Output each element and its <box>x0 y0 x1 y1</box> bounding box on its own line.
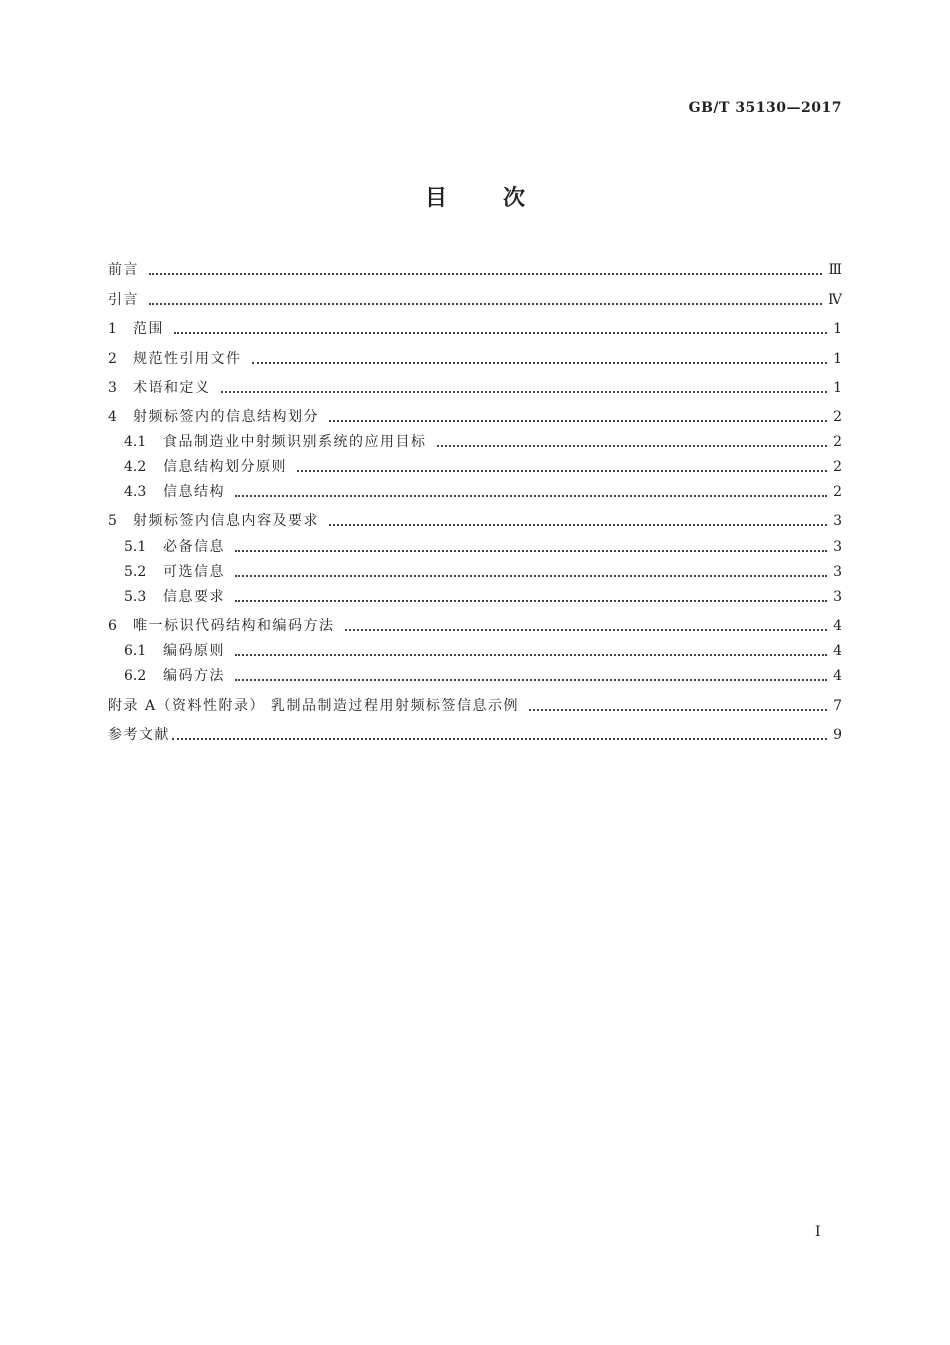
dot-leader <box>252 362 828 364</box>
toc-entry-label: 附录 A（资料性附录） 乳制品制造过程用射频标签信息示例 <box>108 698 520 714</box>
toc-entry[interactable] <box>124 457 842 477</box>
toc-entry[interactable] <box>124 562 842 582</box>
dot-leader <box>345 629 828 631</box>
toc-entry-label: 信息结构划分原则 <box>163 459 287 475</box>
dot-leader <box>149 303 822 305</box>
title-char: 次 <box>503 185 526 211</box>
toc-entry-number: 2 <box>108 351 117 367</box>
toc-entry-page: 9 <box>833 727 842 743</box>
toc-entry-page: 1 <box>833 351 842 367</box>
dot-leader <box>235 495 827 497</box>
toc-entry[interactable] <box>124 666 842 686</box>
toc-entry-number: 1 <box>108 321 117 337</box>
dot-leader <box>174 332 827 334</box>
dot-leader <box>235 550 827 552</box>
toc-entry-number: 6.2 <box>124 668 147 684</box>
toc-entry[interactable] <box>124 537 842 557</box>
toc-entry-number: 6 <box>108 618 117 634</box>
page-title <box>0 181 950 212</box>
toc-entry[interactable] <box>124 432 842 452</box>
toc-entry[interactable] <box>108 290 842 310</box>
toc-entry-page: 2 <box>833 434 842 450</box>
toc-entry-label: 信息结构 <box>163 484 225 500</box>
toc-entry-label: 规范性引用文件 <box>133 351 242 367</box>
toc-entry-page: 2 <box>833 484 842 500</box>
dot-leader <box>235 600 827 602</box>
toc-entry-label: 可选信息 <box>163 564 225 580</box>
toc-entry[interactable] <box>108 349 842 369</box>
toc-entry-number: 5 <box>108 513 117 529</box>
toc-entry-label: 食品制造业中射频识别系统的应用目标 <box>163 434 427 450</box>
dot-leader <box>297 470 827 472</box>
toc-entry[interactable] <box>108 260 842 280</box>
toc-entry-number: 4.2 <box>124 459 147 475</box>
toc-entry-number: 5.3 <box>124 589 147 605</box>
toc-entry[interactable] <box>108 725 842 745</box>
toc-entry-label: 引言 <box>108 292 139 308</box>
toc-entry-page: 3 <box>833 539 842 555</box>
toc-entry[interactable] <box>108 696 842 716</box>
toc-entry[interactable] <box>108 407 842 427</box>
toc-entry-label: 范围 <box>133 321 164 337</box>
toc-entry-page: 4 <box>833 618 842 634</box>
title-char: 目 <box>424 185 447 211</box>
toc-entry-page: 3 <box>833 564 842 580</box>
dot-leader <box>529 709 827 711</box>
dot-leader <box>329 524 827 526</box>
dot-leader <box>235 654 827 656</box>
toc-entry-page: 4 <box>833 643 842 659</box>
toc-entry-page: 2 <box>833 459 842 475</box>
toc-entry-label: 射频标签内信息内容及要求 <box>133 513 319 529</box>
toc-entry-page: 1 <box>833 380 842 396</box>
toc-entry-page: 3 <box>833 589 842 605</box>
dot-leader <box>235 679 827 681</box>
toc-entry-label: 唯一标识代码结构和编码方法 <box>133 618 335 634</box>
toc-entry-label: 前言 <box>108 262 139 278</box>
toc-entry-number: 4.3 <box>124 484 147 500</box>
dot-leader <box>329 420 827 422</box>
toc-entry-page: Ⅳ <box>828 292 842 308</box>
dot-leader <box>149 273 822 275</box>
dot-leader <box>235 575 827 577</box>
toc-entry[interactable] <box>108 616 842 636</box>
toc-entry[interactable] <box>124 482 842 502</box>
toc-entry[interactable] <box>124 641 842 661</box>
toc-entry-page: 2 <box>833 409 842 425</box>
toc-entry-label: 射频标签内的信息结构划分 <box>133 409 319 425</box>
toc-entry-label: 编码原则 <box>163 643 225 659</box>
toc-entry-label: 编码方法 <box>163 668 225 684</box>
page-number: I <box>815 1224 821 1240</box>
toc-entry-number: 5.2 <box>124 564 147 580</box>
toc-entry-page: 7 <box>833 698 842 714</box>
toc-entry-label: 信息要求 <box>163 589 225 605</box>
toc-entry-label: 术语和定义 <box>133 380 211 396</box>
toc-entry-page: 4 <box>833 668 842 684</box>
toc-entry-number: 5.1 <box>124 539 147 555</box>
toc-entry-number: 4.1 <box>124 434 147 450</box>
toc-entry[interactable] <box>124 587 842 607</box>
toc-entry[interactable] <box>108 511 842 531</box>
toc-entry-number: 6.1 <box>124 643 147 659</box>
dot-leader <box>437 445 828 447</box>
toc-entry-page: 3 <box>833 513 842 529</box>
dot-leader <box>221 391 828 393</box>
toc-entry-label: 参考文献 <box>108 727 170 743</box>
standard-number: GB/T 35130—2017 <box>688 100 842 116</box>
toc-entry-label: 必备信息 <box>163 539 225 555</box>
toc-entry-number: 4 <box>108 409 117 425</box>
toc-entry-page: Ⅲ <box>828 262 842 278</box>
toc-entry[interactable] <box>108 319 842 339</box>
dot-leader <box>172 738 827 740</box>
toc-entry[interactable] <box>108 378 842 398</box>
toc-entry-number: 3 <box>108 380 117 396</box>
toc-entry-page: 1 <box>833 321 842 337</box>
